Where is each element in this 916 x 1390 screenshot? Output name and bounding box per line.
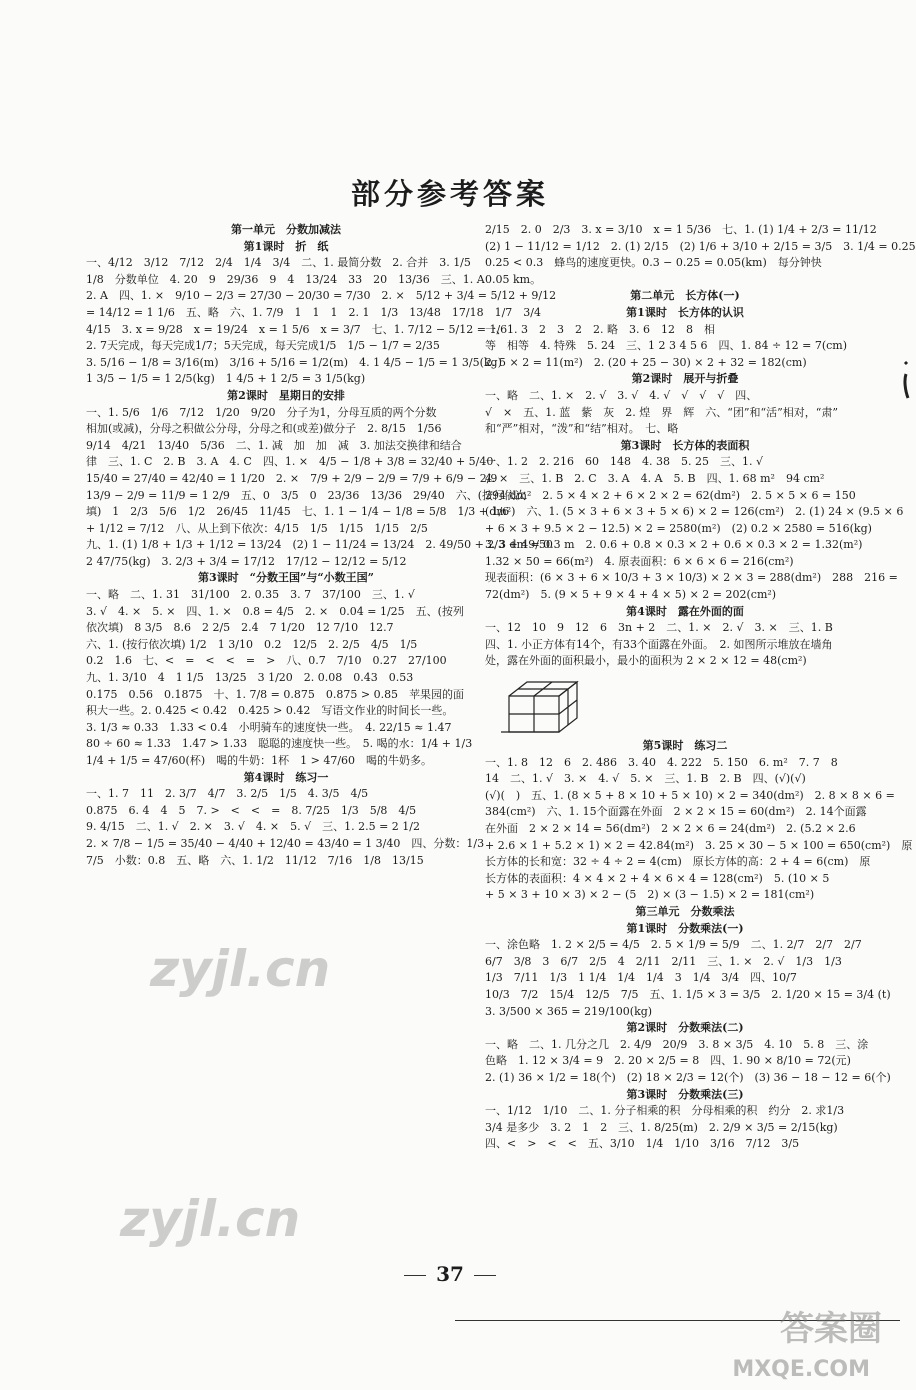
answer-line: 在外面 2 × 2 × 14 = 56(dm²) 2 × 2 × 6 = 24(dm²) 2. (5.2 × 2.6 [485, 822, 856, 835]
answer-line: 相加(或减)，分母之积做公分母，分母之和(或差)做分子 2. 8/15 1/56 [86, 422, 442, 436]
answer-line: 长方体的长和宽：32 ÷ 4 ÷ 2 = 4(cm) 原长方体的高：2 + 4 = 6(cm) 原 [485, 855, 871, 869]
page-number-text: 37 [436, 1262, 464, 1286]
answer-line: + 6 × 3 + 9.5 × 2 − 12.5) × 2 = 2580(m²) (2) 0.2 × 2580 = 516(kg) [485, 521, 872, 535]
answer-line: 色略 1. 12 × 3/4 = 9 2. 20 × 2/5 = 8 四、1. 90 × 8/10 = 72(元) [485, 1054, 851, 1068]
answer-line: 四、< > < < 五、3/10 1/4 1/10 3/16 7/12 3/5 [485, 1137, 800, 1151]
answer-line: 2. A 四、1. × 9/10 − 2/3 = 27/30 − 20/30 = 7/30 2. × 5/12 + 3/4 = 5/12 + 9/12 [86, 289, 557, 303]
answer-line: 一、略 二、1. 31 31/100 2. 0.35 3. 7 37/100 三、1. √ [86, 588, 415, 602]
answer-line: 一、4/12 3/12 7/12 2/4 1/4 3/4 二、1. 最简分数 2. 合并 3. 1/5 [86, 256, 471, 270]
answer-line: 7/5 小数：0.8 五、略 六、1. 1/2 11/12 7/16 1/8 13/15 [86, 853, 424, 867]
answer-line: 2/15 2. 0 2/3 3. x = 3/10 x = 1 5/36 七、1. (1) 1/4 + 2/3 = 11/12 [485, 223, 877, 236]
answer-line: 一、12 10 9 12 6 3n + 2 二、1. × 2. √ 3. × 三、1. B [485, 621, 833, 635]
answer-line: 14 二、1. √ 3. × 4. √ 5. × 三、1. B 2. B 四、(√)(√) [485, 772, 806, 786]
answer-line: 0.25 < 0.3 蜂鸟的速度更快。0.3 − 0.25 = 0.05(km) 每分钟快 [485, 256, 822, 270]
answer-line: 9/14 4/21 13/40 5/36 二、1. 减 加 加 减 3. 加法交换律和结合 [86, 438, 462, 452]
answer-line: 1.32 × 50 = 66(m²) 4. 原表面积：6 × 6 × 6 = 216(cm²) [485, 554, 794, 568]
answer-line: 2. (1) 36 × 1/2 = 18(个) (2) 18 × 2/3 = 12(个) (3) 36 − 18 − 12 = 6(个) [485, 1070, 891, 1084]
answer-line: 一、1. 5/6 1/6 7/12 1/20 9/20 分子为1，分母互质的两个分数 [86, 405, 437, 419]
answer-line: 一、略 二、1. 几分之几 2. 4/9 20/9 3. 8 × 3/5 4. 10 5. 8 三、涂 [485, 1037, 869, 1051]
lesson-heading: 第1课时 长方体的认识 [626, 305, 744, 319]
answer-line: 13/9 − 2/9 = 11/9 = 1 2/9 五、0 3/5 0 23/36 13/36 29/40 六、(按行依次 [86, 488, 527, 502]
answer-line: 一、1. 7 11 2. 3/7 4/7 3. 2/5 1/5 4. 3/5 4/5 [86, 787, 369, 801]
lesson-heading: 第2课时 展开与折叠 [631, 372, 739, 386]
answer-line: 15/40 = 27/40 = 42/40 = 1 1/20 2. × 7/9 + 2/9 − 2/9 = 7/9 + 6/9 − 2/9 [86, 471, 498, 485]
lesson-heading: 第5课时 练习二 [642, 739, 728, 753]
answer-line: √ × 五、1. 蓝 紫 灰 2. 煌 界 辉 六、“团”和“活”相对，“肃” [485, 405, 838, 419]
lesson-heading: 第4课时 练习一 [243, 770, 329, 784]
answer-line: 294 dm² 2. 5 × 4 × 2 + 6 × 2 × 2 = 62(dm²) 2. 5 × 5 × 6 = 150 [485, 488, 856, 502]
answer-line: 2. × 7/8 − 1/5 = 35/40 − 4/40 + 12/40 = 43/40 = 1 3/40 四、分数：1/3 [86, 836, 485, 850]
answer-line: 四、1. 小正方体有14个，有33个面露在外面。 2. 如图所示堆放在墙角 [485, 637, 833, 651]
answer-line: = 14/12 = 1 1/6 五、略 六、1. 7/9 1 1 1 2. 1 1/3 13/48 17/18 1/7 3/4 [86, 305, 542, 319]
answer-line: 1/8 分数单位 4. 20 9 29/36 9 4 13/24 33 20 13/36 三、1. A [86, 272, 485, 286]
answer-line: 3/4 是多少 3. 2 1 2 三、1. 8/25(m) 2. 2/9 × 3/5 = 2/15(kg) [485, 1120, 838, 1134]
answer-line: 4/15 3. x = 9/28 x = 19/24 x = 1 5/6 x = 3/7 七、1. 7/12 − 5/12 = 1/6 [86, 322, 508, 336]
watermark-zyjl-2: zyjl.cn [120, 1190, 301, 1248]
answer-line: 一、略 二、1. × 2. √ 3. √ 4. √ √ √ √ 四、 [485, 388, 758, 402]
answer-line: 2. 5 × 2 = 11(m²) 2. (20 + 25 − 30) × 2 + 32 = 182(cm) [485, 355, 807, 369]
lesson-heading: 第1课时 分数乘法(一) [626, 921, 744, 935]
answer-line: 6/7 3/8 3 6/7 2/5 4 2/11 2/11 三、1. × 2. √ 1/3 1/3 [485, 954, 842, 968]
answer-line: 3. 5/16 − 1/8 = 3/16(m) 3/16 + 5/16 = 1/2(m) 4. 1 4/5 − 1/5 = 1 3/5(kg) [86, 355, 502, 369]
lesson-heading: 第3课时 长方体的表面积 [620, 438, 750, 452]
lesson-heading: 第2课时 分数乘法(二) [626, 1021, 744, 1035]
page-number [0, 1262, 900, 1286]
answer-line: 九、1. (1) 1/8 + 1/3 + 1/12 = 13/24 (2) 1 − 11/24 = 13/24 2. 49/50 + 2/3 + 49/50 [86, 538, 553, 552]
lesson-heading: 第3课时 “分数王国”与“小数王国” [198, 571, 374, 585]
lesson-heading: 第3课时 分数乘法(三) [626, 1087, 744, 1101]
answer-line: 0.05 km。 [485, 272, 542, 286]
answer-line: 等 相等 4. 特殊 5. 24 三、1 2 3 4 5 6 四、1. 84 ÷ 12 = 7(cm) [485, 339, 848, 353]
answer-line: 一、1. 2 2. 216 60 148 4. 38 5. 25 三、1. √ [485, 455, 763, 469]
answer-line: (√)( ) 五、1. (8 × 5 + 8 × 10 + 5 × 10) × 2 = 340(dm²) 2. 8 × 8 × 6 = [485, 788, 895, 802]
answer-line: 处，露在外面的面积最小，最小的面积为 2 × 2 × 12 = 48(cm²) [485, 654, 807, 668]
answer-line: 和“严”相对，“泼”和“结”相对。 七、略 [485, 422, 679, 436]
answer-line: 九、1. 3/10 4 1 1/5 13/25 3 1/20 2. 0.08 0.43 0.53 [86, 671, 414, 685]
answer-line: 一、1/12 1/10 二、1. 分子相乘的积 分母相乘的积 约分 2. 求1/3 [485, 1104, 845, 1118]
answer-line: 3. 3 dm = 0.3 m 2. 0.6 + 0.8 × 0.3 × 2 + 0.6 × 0.3 × 2 = 1.32(m²) [485, 538, 863, 552]
answer-line: 0.2 1.6 七、< = < < = > 八、0.7 7/10 0.27 27/100 [86, 654, 447, 668]
watermark-logo-answer: 答案圈 [780, 1309, 882, 1349]
answer-line: + 2.6 × 1 + 5.2 × 1) × 2 = 42.84(m²) 3. 25 × 30 − 5 × 100 = 650(cm²) 原 [485, 838, 913, 852]
answer-line: 填) 1 2/3 5/6 1/2 26/45 11/45 七、1. 1 − 1/4 − 1/8 = 5/8 1/3 + 1/6 [86, 505, 510, 519]
cube-stack-figure [499, 674, 589, 736]
unit-heading: 第二单元 长方体(一) [630, 289, 740, 303]
answer-line: 一、1. 3 2 3 2 2. 略 3. 6 12 8 相 [485, 322, 715, 336]
answer-line: 80 ÷ 60 ≈ 1.33 1.47 > 1.33 聪聪的速度快一些。 5. 喝的水：1/4 + 1/3 [86, 737, 473, 751]
answer-line: + 5 × 3 + 10 × 3) × 2 − (5 2) × (3 − 1.5) × 2 = 181(cm²) [485, 888, 815, 902]
answer-line: 1 3/5 − 1/5 = 1 2/5(kg) 1 4/5 + 1 2/5 = 3 1/5(kg) [86, 372, 366, 386]
dash-right [474, 1275, 496, 1276]
answer-line: 10/3 7/2 15/4 12/5 7/5 五、1. 1/5 × 3 = 3/5 2. 1/20 × 15 = 3/4 (t) [485, 987, 891, 1001]
answer-line: 一、涂色略 1. 2 × 2/5 = 4/5 2. 5 × 1/9 = 5/9 二、1. 2/7 2/7 2/7 [485, 938, 862, 952]
answer-line: 72(dm²) 5. (9 × 5 + 9 × 4 + 4 × 5) × 2 = 202(cm²) [485, 588, 777, 602]
answer-line: 2 47/75(kg) 3. 2/3 + 3/4 = 17/12 17/12 − 12/12 = 5/12 [86, 554, 407, 568]
answer-line: 依次填) 8 3/5 8.6 2 2/5 2.4 7 1/20 12 7/10 12.7 [86, 621, 394, 635]
unit-heading: 第三单元 分数乘法 [635, 904, 735, 918]
answer-line: 3. 3/500 × 365 = 219/100(kg) [485, 1004, 653, 1018]
answer-line: (dm²) 六、1. (5 × 3 + 6 × 3 + 5 × 6) × 2 = 126(cm²) 2. (1) 24 × (9.5 × 6 [485, 505, 904, 519]
answer-line: 3. √ 4. × 5. × 四、1. × 0.8 = 4/5 2. × 0.04 = 1/25 五、(按列 [86, 604, 464, 618]
answer-line: 1/3 7/11 1/3 1 1/4 1/4 1/4 3 1/4 3/4 四、10/7 [485, 971, 797, 985]
answer-line: 4. × 三、1. B 2. C 3. A 4. A 5. B 四、1. 68 m² 94 cm² [485, 471, 825, 485]
page-title: 部分参考答案 [350, 177, 549, 211]
watermark-logo-mxqe: MXQE.COM [732, 1357, 870, 1382]
answer-line: 律 三、1. C 2. B 3. A 4. C 四、1. × 4/5 − 1/8 + 3/8 = 32/40 + 5/40 [86, 455, 494, 469]
ink-mark [902, 360, 912, 404]
answer-line: 0.175 0.56 0.1875 十、1. 7/8 = 0.875 0.875 > 0.85 苹果园的面 [86, 687, 465, 701]
dash-left [404, 1275, 426, 1276]
unit-heading: 第一单元 分数加减法 [231, 223, 341, 236]
answer-line: (2) 1 − 11/12 = 1/12 2. (1) 2/15 (2) 1/6 + 3/10 + 2/15 = 3/5 3. 1/4 = 0.25 [485, 239, 916, 253]
lesson-heading: 第4课时 露在外面的面 [626, 604, 744, 618]
answer-line: 现表面积：(6 × 3 + 6 × 10/3 + 3 × 10/3) × 2 × 3 = 288(dm²) 288 216 = [485, 571, 898, 585]
answer-line: 长方体的表面积：4 × 4 × 2 + 4 × 6 × 4 = 128(cm²) 5. (10 × 5 [485, 871, 830, 885]
answer-line: 9. 4/15 二、1. √ 2. × 3. √ 4. × 5. √ 三、1. 2.5 = 2 1/2 [86, 820, 421, 834]
answer-line: 0.875 6. 4 4 5 7. > < < = 8. 7/25 1/3 5/8 4/5 [86, 803, 417, 817]
answer-line: 384(cm²) 六、1. 15个面露在外面 2 × 2 × 15 = 60(dm²) 2. 14个面露 [485, 805, 867, 819]
answer-line: + 1/12 = 7/12 八、从上到下依次：4/15 1/5 1/15 1/15 2/5 [86, 521, 428, 535]
watermark-zyjl-1: zyjl.cn [150, 940, 331, 998]
lesson-heading: 第2课时 星期日的安排 [227, 388, 345, 402]
lesson-heading: 第1课时 折 纸 [243, 239, 329, 253]
answer-line: 2. 7天完成，每天完成1/7；5天完成，每天完成1/5 1/5 − 1/7 = 2/35 [86, 339, 440, 353]
answer-line: 一、1. 8 12 6 2. 486 3. 40 4. 222 5. 150 6. m² 7. 7 8 [485, 755, 838, 769]
answer-line: 1/4 + 1/5 = 47/60(杯) 喝的牛奶：1杯 1 > 47/60 喝的牛奶多。 [86, 754, 433, 767]
answer-line: 3. 1/3 ≈ 0.33 1.33 < 0.4 小明骑车的速度快一些。 4. 22/15 ≈ 1.47 [86, 720, 452, 734]
right-column [485, 222, 916, 1153]
answer-line: 六、1. (按行依次填) 1/2 1 3/10 0.2 12/5 2. 2/5 4/5 1/5 [86, 637, 418, 651]
answer-line: 积大一些。2. 0.425 < 0.42 0.425 > 0.42 写语文作业的时间长一些。 [86, 704, 454, 718]
